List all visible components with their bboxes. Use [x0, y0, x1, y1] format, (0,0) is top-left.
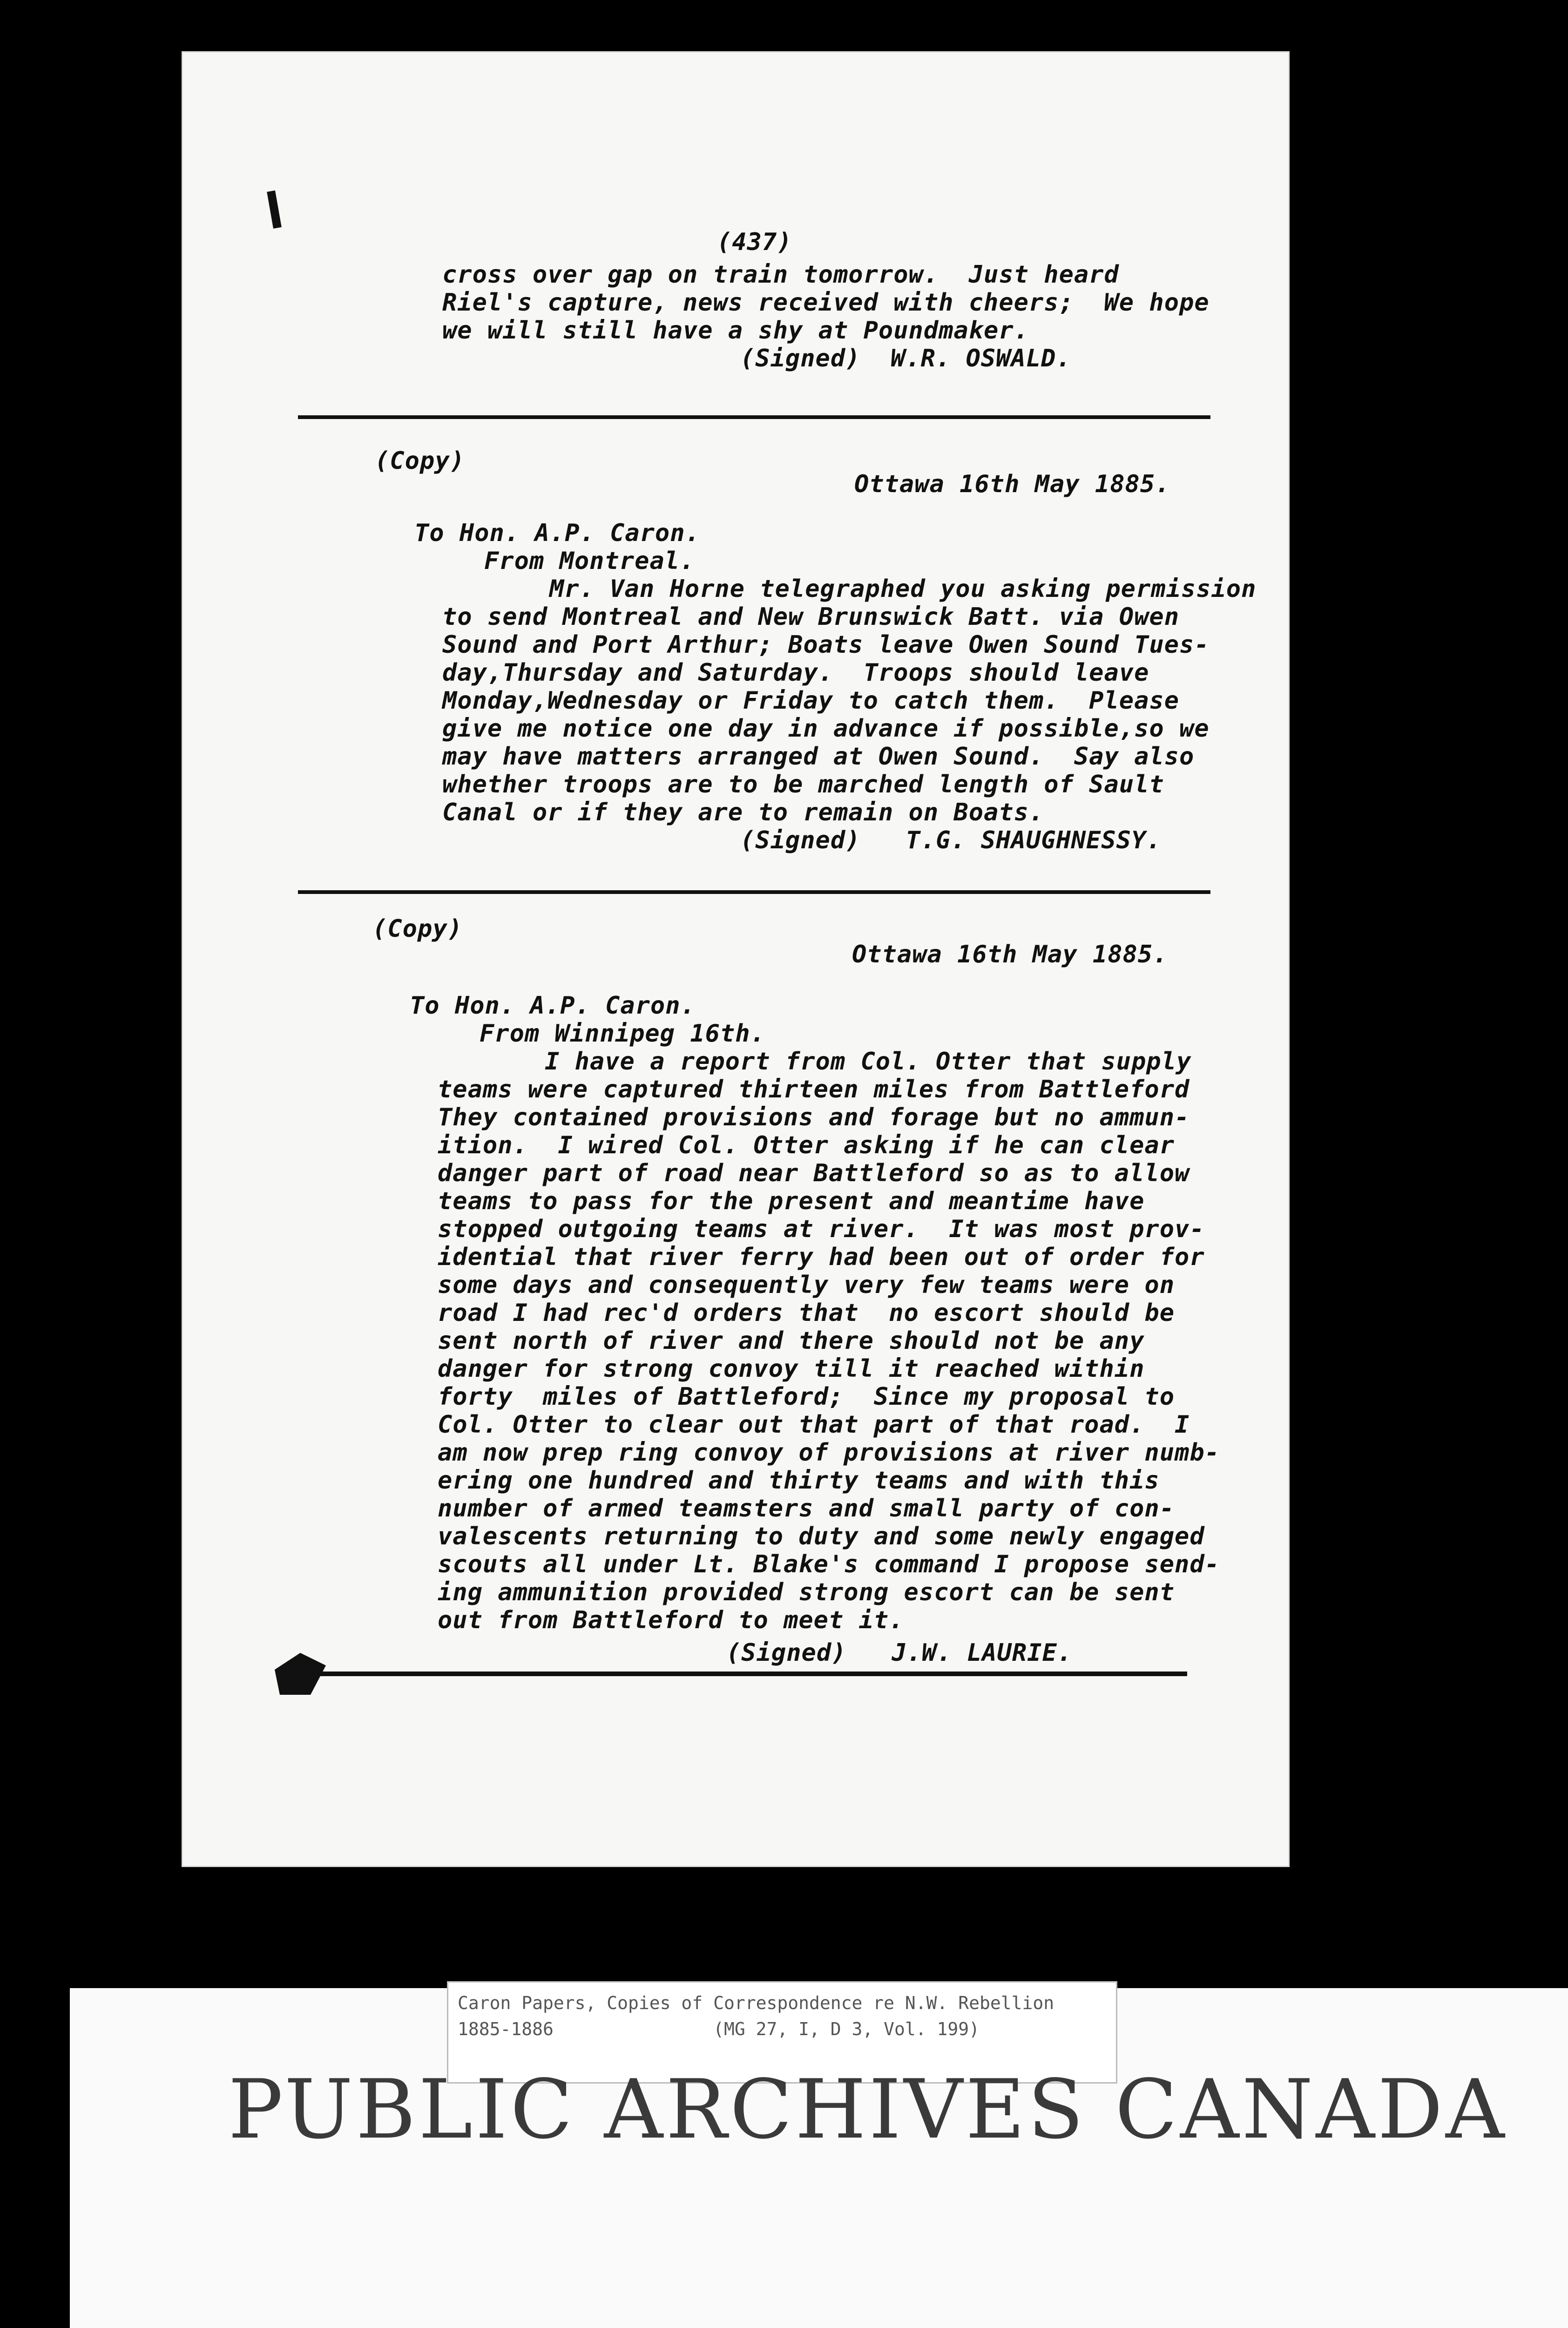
telegram-line: whether troops are to be marched length of Sault [442, 771, 1164, 799]
telegram-line: Col. Otter to clear out that part of that road. I [438, 1411, 1190, 1439]
telegram-line: teams were captured thirteen miles from Battleford [438, 1076, 1190, 1103]
telegram-line: They contained provisions and forage but no ammun- [438, 1103, 1190, 1131]
telegram-line: teams to pass for the present and meantime have [438, 1187, 1145, 1215]
telegram-line: Sound and Port Arthur; Boats leave Owen Sound Tues- [442, 631, 1210, 659]
catalog-line-2: 1885-1886 (MG 27, I, D 3, Vol. 199) [458, 2019, 980, 2039]
telegram-to: To Hon. A.P. Caron. [414, 519, 700, 547]
telegram-signature: (Signed) J.W. LAURIE. [726, 1639, 1073, 1667]
top-signature: (Signed) W.R. OSWALD. [740, 345, 1071, 372]
telegram-line: Canal or if they are to remain on Boats. [442, 799, 1044, 826]
telegram-line: Monday,Wednesday or Friday to catch them. Please [442, 687, 1180, 715]
divider [298, 890, 1210, 894]
telegram-line: ition. I wired Col. Otter asking if he can clear [438, 1131, 1175, 1159]
telegram-date: Ottawa 16th May 1885. [852, 941, 1168, 968]
page-number: (437) [717, 228, 792, 256]
telegram-line: to send Montreal and New Brunswick Batt. via Owen [442, 603, 1180, 631]
copy-label: (Copy) [372, 915, 463, 943]
telegram-line: ering one hundred and thirty teams and with this [438, 1467, 1160, 1495]
telegram-line: valescents returning to duty and some newly engaged [438, 1523, 1205, 1550]
top-message-line: we will still have a shy at Poundmaker. [442, 317, 1029, 345]
telegram-line: out from Battleford to meet it. [438, 1606, 904, 1634]
margin-mark [267, 190, 282, 229]
divider [317, 1672, 1187, 1676]
telegram-line: road I had rec'd orders that no escort should be [438, 1299, 1175, 1327]
archives-stamp: PUBLIC ARCHIVES CANADA [228, 2063, 1507, 2157]
telegram-line: forty miles of Battleford; Since my proposal to [438, 1383, 1175, 1411]
telegram-to: To Hon. A.P. Caron. [410, 992, 696, 1020]
telegram-line: stopped outgoing teams at river. It was most prov- [438, 1215, 1205, 1243]
telegram-line: day,Thursday and Saturday. Troops should leave [442, 659, 1149, 687]
top-message-line: cross over gap on train tomorrow. Just heard [442, 261, 1119, 289]
copy-label: (Copy) [375, 447, 465, 475]
telegram-from: From Montreal. [484, 547, 695, 575]
telegram-line: I have a report from Col. Otter that supply [545, 1048, 1192, 1076]
telegram-line: ing ammunition provided strong escort can be sent [438, 1578, 1175, 1606]
telegram-line: sent north of river and there should not be any [438, 1327, 1145, 1355]
telegram-line: number of armed teamsters and small party of con- [438, 1495, 1175, 1523]
telegram-line: idential that river ferry had been out of order for [438, 1243, 1205, 1271]
divider [298, 415, 1210, 419]
telegram-date: Ottawa 16th May 1885. [854, 470, 1170, 498]
telegram-from: From Winnipeg 16th. [480, 1020, 765, 1048]
telegram-line: scouts all under Lt. Blake's command I propose send- [438, 1550, 1220, 1578]
telegram-line: danger part of road near Battleford so as to allow [438, 1159, 1190, 1187]
document-sheet [182, 51, 1290, 1867]
telegram-line: danger for strong convoy till it reached within [438, 1355, 1145, 1383]
telegram-line: give me notice one day in advance if possible,so we [442, 715, 1210, 743]
telegram-line: may have matters arranged at Owen Sound. Say also [442, 743, 1195, 771]
top-message-line: Riel's capture, news received with cheers; We hope [442, 289, 1210, 317]
telegram-signature: (Signed) T.G. SHAUGHNESSY. [740, 826, 1162, 854]
telegram-line: some days and consequently very few teams were on [438, 1271, 1175, 1299]
telegram-line: Mr. Van Horne telegraphed you asking permission [549, 575, 1257, 603]
telegram-line: am now prep ring convoy of provisions at river numb- [438, 1439, 1220, 1467]
catalog-line-1: Caron Papers, Copies of Correspondence re N.W. Rebellion [458, 1993, 1054, 2013]
